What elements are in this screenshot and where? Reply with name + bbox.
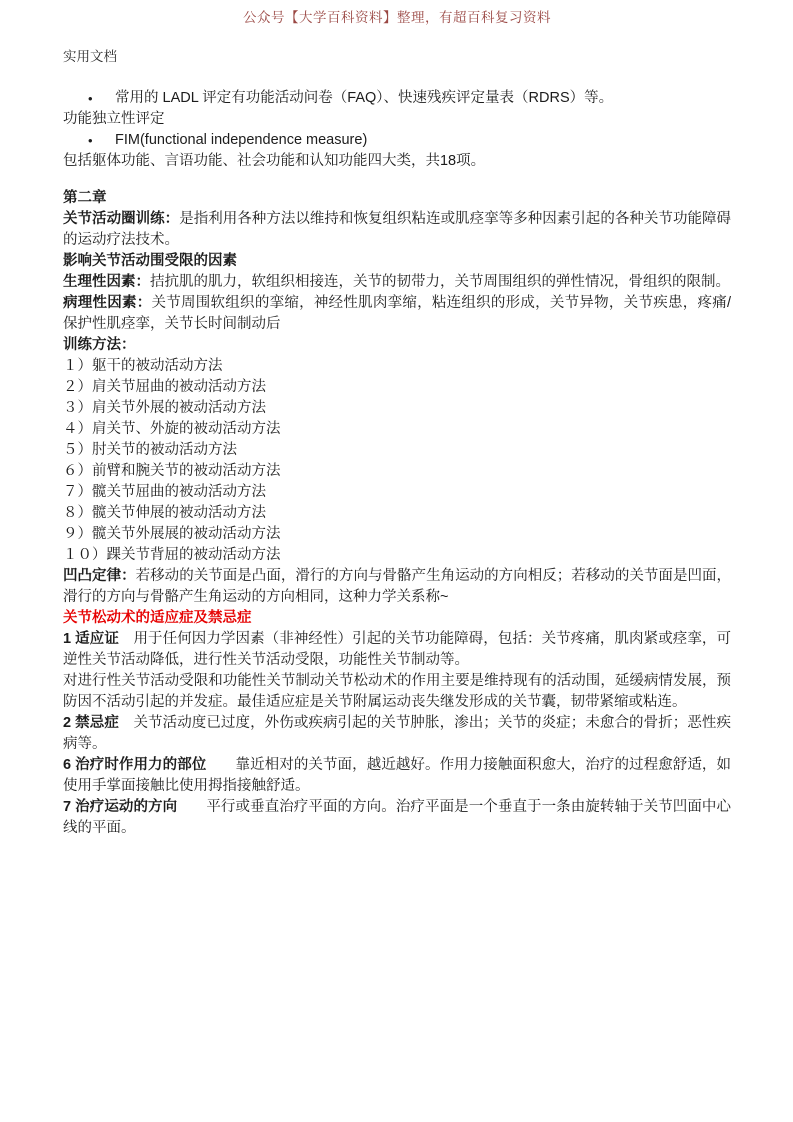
paragraph-text: 若移动的关节面是凸面，滑行的方向与骨骼产生角运动的方向相反；若移动的关节面是凹面，滑行的方向与骨骼产生角运动的方向相同，这种力学关系称~ — [63, 568, 732, 605]
list-item — [63, 356, 731, 377]
list-item — [63, 398, 731, 419]
paragraph — [63, 671, 731, 713]
paragraph — [63, 151, 731, 172]
list-item-text: ６）前臂和腕关节的被动活动方法 — [63, 463, 281, 479]
paragraph-text: 对进行性关节活动受限和功能性关节制动关节松动术的作用主要是维持现有的活动围，延缓病情发展，预防因不活动引起的并发症。最佳适应症是关节附属运动丧失继发形成的关节囊，韧带紧缩或粘连。 — [63, 673, 731, 710]
list-item-text: １０）踝关节背屈的被动活动方法 — [63, 547, 281, 563]
list-item — [63, 524, 731, 545]
list-item — [63, 419, 731, 440]
paragraph-label: 生理性因素： — [63, 274, 150, 290]
paragraph-text: 用于任何因力学因素（非神经性）引起的关节功能障碍，包括：关节疼痛，肌肉紧或痉挛，可逆性关节活动降低，进行性关节活动受限，功能性关节制动等。 — [63, 631, 732, 668]
list-item — [63, 503, 731, 524]
list-item — [63, 461, 731, 482]
list-item-text: ４）肩关节、外旋的被动活动方法 — [63, 421, 281, 437]
paragraph-text: 功能独立性评定 — [63, 111, 165, 127]
list-item — [63, 482, 731, 503]
paragraph — [63, 797, 731, 839]
chapter-heading — [63, 188, 731, 209]
paragraph — [63, 293, 731, 335]
paragraph-text: 关节周围软组织的挛缩，神经性肌肉挛缩，粘连组织的形成，关节异物，关节疾患，疼痛/保护性肌痉挛，关节长时间制动后 — [63, 295, 731, 332]
paragraph-label: 7 治疗运动的方向 — [63, 799, 178, 815]
paragraph-label: 关节活动圈训练： — [63, 211, 180, 227]
paragraph-label: 凹凸定律： — [63, 568, 136, 584]
list-item-text: １）躯干的被动活动方法 — [63, 358, 223, 374]
list-item — [63, 545, 731, 566]
list-item-text: ２）肩关节屈曲的被动活动方法 — [63, 379, 266, 395]
paragraph — [63, 629, 731, 671]
bullet-icon: • — [88, 91, 93, 106]
section-heading — [63, 251, 731, 272]
paragraph-text: 包括躯体功能、言语功能、社会功能和认知功能四大类，共18项。 — [63, 153, 486, 169]
paragraph-text: 靠近相对的关节面，越近越好。作用力接触面积愈大，治疗的过程愈舒适，如使用手掌面接触比使用拇指接触舒适。 — [63, 757, 732, 794]
bullet-item — [63, 88, 731, 109]
paragraph-label: 1 适应证 — [63, 631, 119, 647]
heading-text: 第二章 — [63, 190, 107, 206]
section-heading — [63, 335, 731, 356]
list-item-text: ７）髋关节屈曲的被动活动方法 — [63, 484, 266, 500]
list-item-text: ８）髋关节伸展的被动活动方法 — [63, 505, 266, 521]
list-item-text: ５）肘关节的被动活动方法 — [63, 442, 237, 458]
heading-text: 影响关节活动围受限的因素 — [63, 253, 237, 269]
watermark-label: 实用文档 — [63, 49, 117, 64]
promo-header: 公众号【大学百科资料】整理，有超百科复习资料 — [243, 10, 551, 25]
section-heading-red — [63, 608, 731, 629]
list-item — [63, 377, 731, 398]
paragraph-label: 6 治疗时作用力的部位 — [63, 757, 207, 773]
bullet-icon: • — [88, 133, 93, 148]
document-content — [63, 88, 731, 839]
paragraph — [63, 713, 731, 755]
paragraph-label: 病理性因素： — [63, 295, 152, 311]
paragraph — [63, 566, 731, 608]
list-item — [63, 440, 731, 461]
paragraph — [63, 755, 731, 797]
paragraph-text: 常用的 LADL 评定有功能活动问卷（FAQ）、快速残疾评定量表（RDRS）等。 — [115, 90, 614, 106]
paragraph-text: FIM(functional independence measure) — [115, 132, 368, 148]
paragraph-text: 是指利用各种方法以维持和恢复组织粘连或肌痉挛等多种因素引起的各种关节功能障碍的运动疗法技术。 — [63, 211, 732, 248]
paragraph-text: 关节活动度已过度，外伤或疾病引起的关节肿胀，渗出；关节的炎症；未愈合的骨折；恶性疾病等。 — [63, 715, 732, 752]
list-item-text: ９）髋关节外展展的被动活动方法 — [63, 526, 281, 542]
paragraph — [63, 209, 731, 251]
paragraph — [63, 272, 731, 293]
paragraph-text: 平行或垂直治疗平面的方向。治疗平面是一个垂直于一条由旋转轴于关节凹面中心线的平面。 — [63, 799, 732, 836]
paragraph-text: 拮抗肌的肌力，软组织相接连，关节的韧带力，关节周围组织的弹性情况，骨组织的限制。 — [150, 274, 730, 290]
bullet-item — [63, 130, 731, 151]
paragraph — [63, 109, 731, 130]
list-item-text: ３）肩关节外展的被动活动方法 — [63, 400, 266, 416]
heading-text: 关节松动术的适应症及禁忌症 — [63, 610, 252, 626]
paragraph-label: 2 禁忌症 — [63, 715, 119, 731]
heading-text: 训练方法： — [63, 337, 136, 353]
